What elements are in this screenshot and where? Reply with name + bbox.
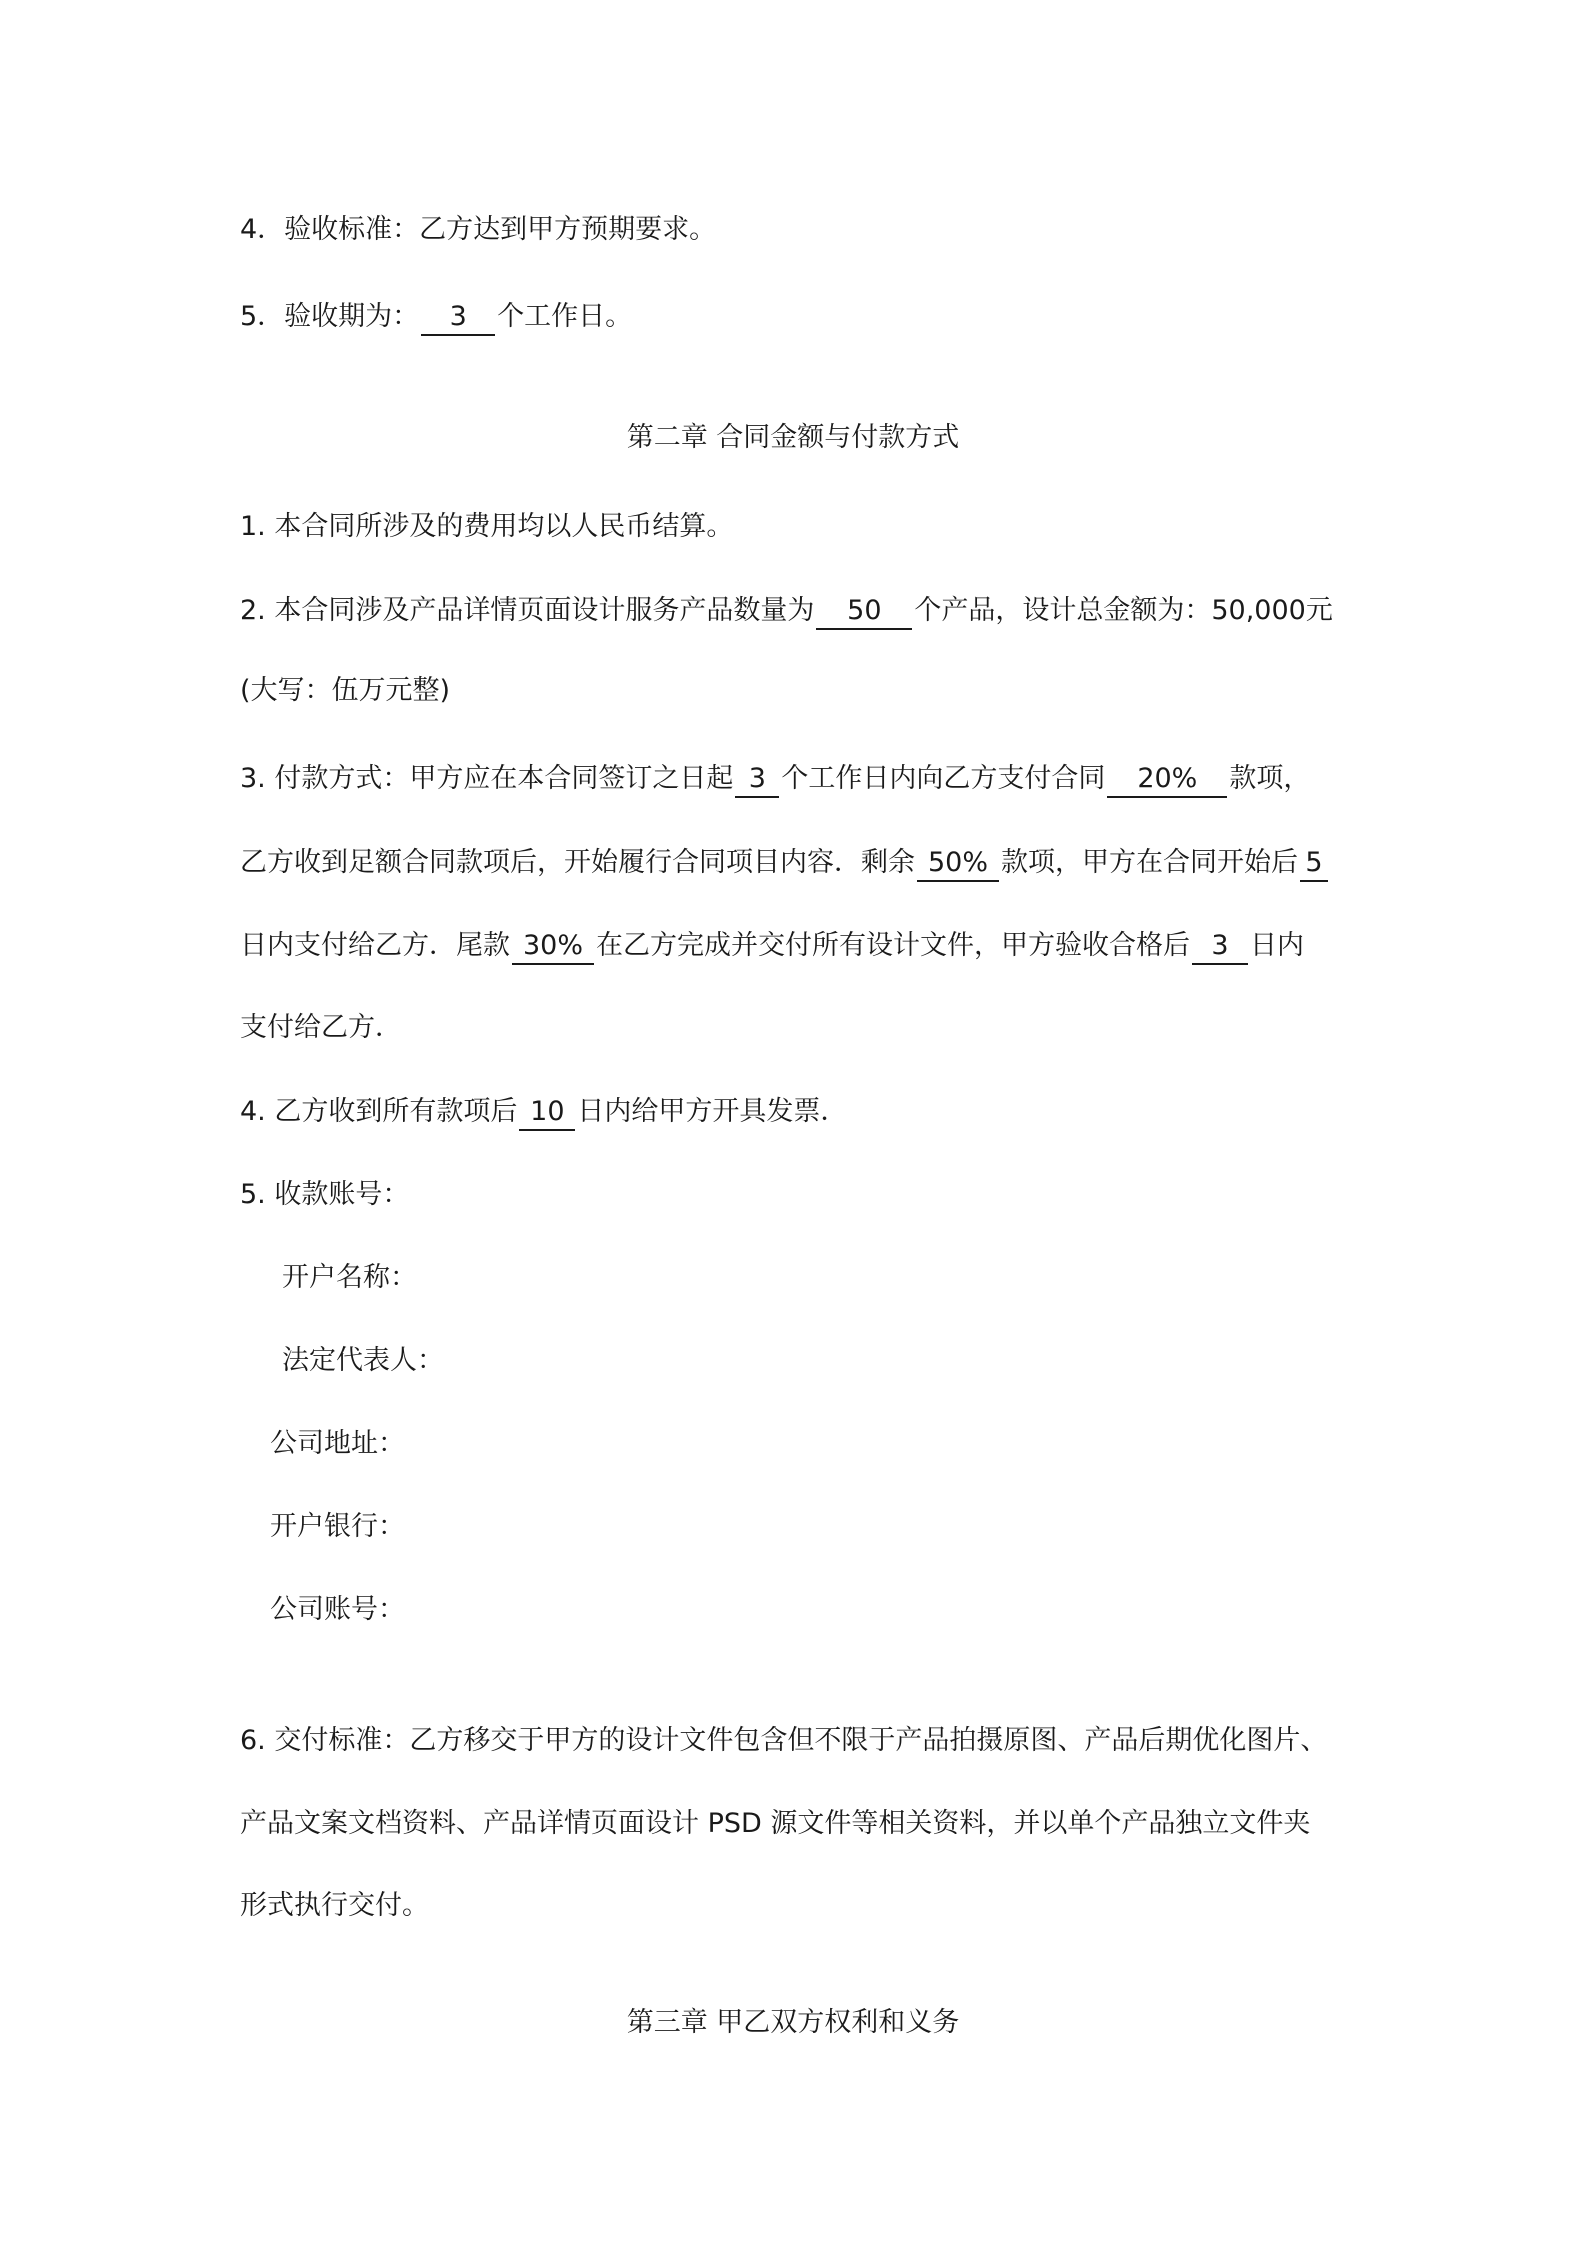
final-payment-days-blank: 3 — [1192, 932, 1248, 965]
acceptance-period — [240, 303, 632, 336]
clause-2-3-line-4: 支付给乙方． — [240, 1012, 402, 1043]
bank-label: 开户银行： — [270, 1511, 405, 1542]
acceptance-period-suffix: 个工作日。 — [497, 301, 633, 332]
first-payment-days-blank: 3 — [735, 765, 779, 798]
chapter-2-heading: 第二章 合同金额与付款方式 — [626, 422, 960, 453]
clause-2-6-line-2: 产品文案文档资料、产品详情页面设计 PSD 源文件等相关资料，并以单个产品独立文件夹 — [240, 1808, 1311, 1839]
clause-2-2-text-b: 个产品，设计总金额为：50,000元 — [914, 595, 1333, 626]
acceptance-period-label: 5．验收期为： — [240, 301, 420, 332]
clause-2-3-text-d: 乙方收到足额合同款项后，开始履行合同项目内容．剩余 — [240, 847, 915, 878]
clause-2-3-line-2 — [240, 849, 1330, 882]
clause-2-3-line-3 — [240, 932, 1304, 965]
product-quantity-blank: 50 — [816, 597, 912, 630]
legal-representative-label: 法定代表人： — [282, 1345, 444, 1376]
clause-2-3-text-a: 3. 付款方式：甲方应在本合同签订之日起 — [240, 763, 734, 794]
account-number-label: 公司账号： — [270, 1594, 405, 1625]
clause-2-3-text-g: 在乙方完成并交付所有设计文件，甲方验收合格后 — [596, 930, 1190, 961]
final-payment-percent-blank: 30% — [512, 932, 594, 965]
account-name-label: 开户名称： — [282, 1262, 417, 1293]
clause-2-6-line-3: 形式执行交付。 — [240, 1890, 429, 1921]
clause-2-3-text-b: 个工作日内向乙方支付合同 — [781, 763, 1106, 794]
second-payment-percent-blank: 50% — [917, 849, 999, 882]
company-address-label: 公司地址： — [270, 1428, 405, 1459]
amount-in-words: (大写：伍万元整) — [240, 675, 451, 706]
clause-2-5: 5. 收款账号： — [240, 1179, 410, 1210]
clause-2-4 — [240, 1098, 847, 1131]
first-payment-percent-blank: 20% — [1107, 765, 1227, 798]
clause-2-3-text-f: 日内支付给乙方．尾款 — [240, 930, 510, 961]
acceptance-standard: 4．验收标准：乙方达到甲方预期要求。 — [240, 214, 717, 245]
clause-2-3-text-c: 款项， — [1229, 763, 1311, 794]
acceptance-days-blank: 3 — [421, 303, 495, 336]
clause-2-3-text-h: 日内 — [1250, 930, 1304, 961]
clause-2-3-text-e: 款项，甲方在合同开始后 — [1001, 847, 1298, 878]
clause-2-4-text-b: 日内给甲方开具发票． — [577, 1096, 848, 1127]
chapter-3-heading: 第三章 甲乙双方权利和义务 — [626, 2007, 960, 2038]
invoice-days-blank: 10 — [519, 1098, 575, 1131]
clause-2-6-line-1: 6. 交付标准：乙方移交于甲方的设计文件包含但不限于产品拍摄原图、产品后期优化图片、 — [240, 1725, 1328, 1756]
second-payment-days-blank: 5 — [1300, 849, 1328, 882]
clause-2-4-text-a: 4. 乙方收到所有款项后 — [240, 1096, 518, 1127]
clause-2-2 — [240, 597, 1333, 630]
clause-2-1: 1. 本合同所涉及的费用均以人民币结算。 — [240, 511, 734, 542]
clause-2-2-text-a: 2. 本合同涉及产品详情页面设计服务产品数量为 — [240, 595, 815, 626]
clause-2-3-line-1 — [240, 765, 1310, 798]
